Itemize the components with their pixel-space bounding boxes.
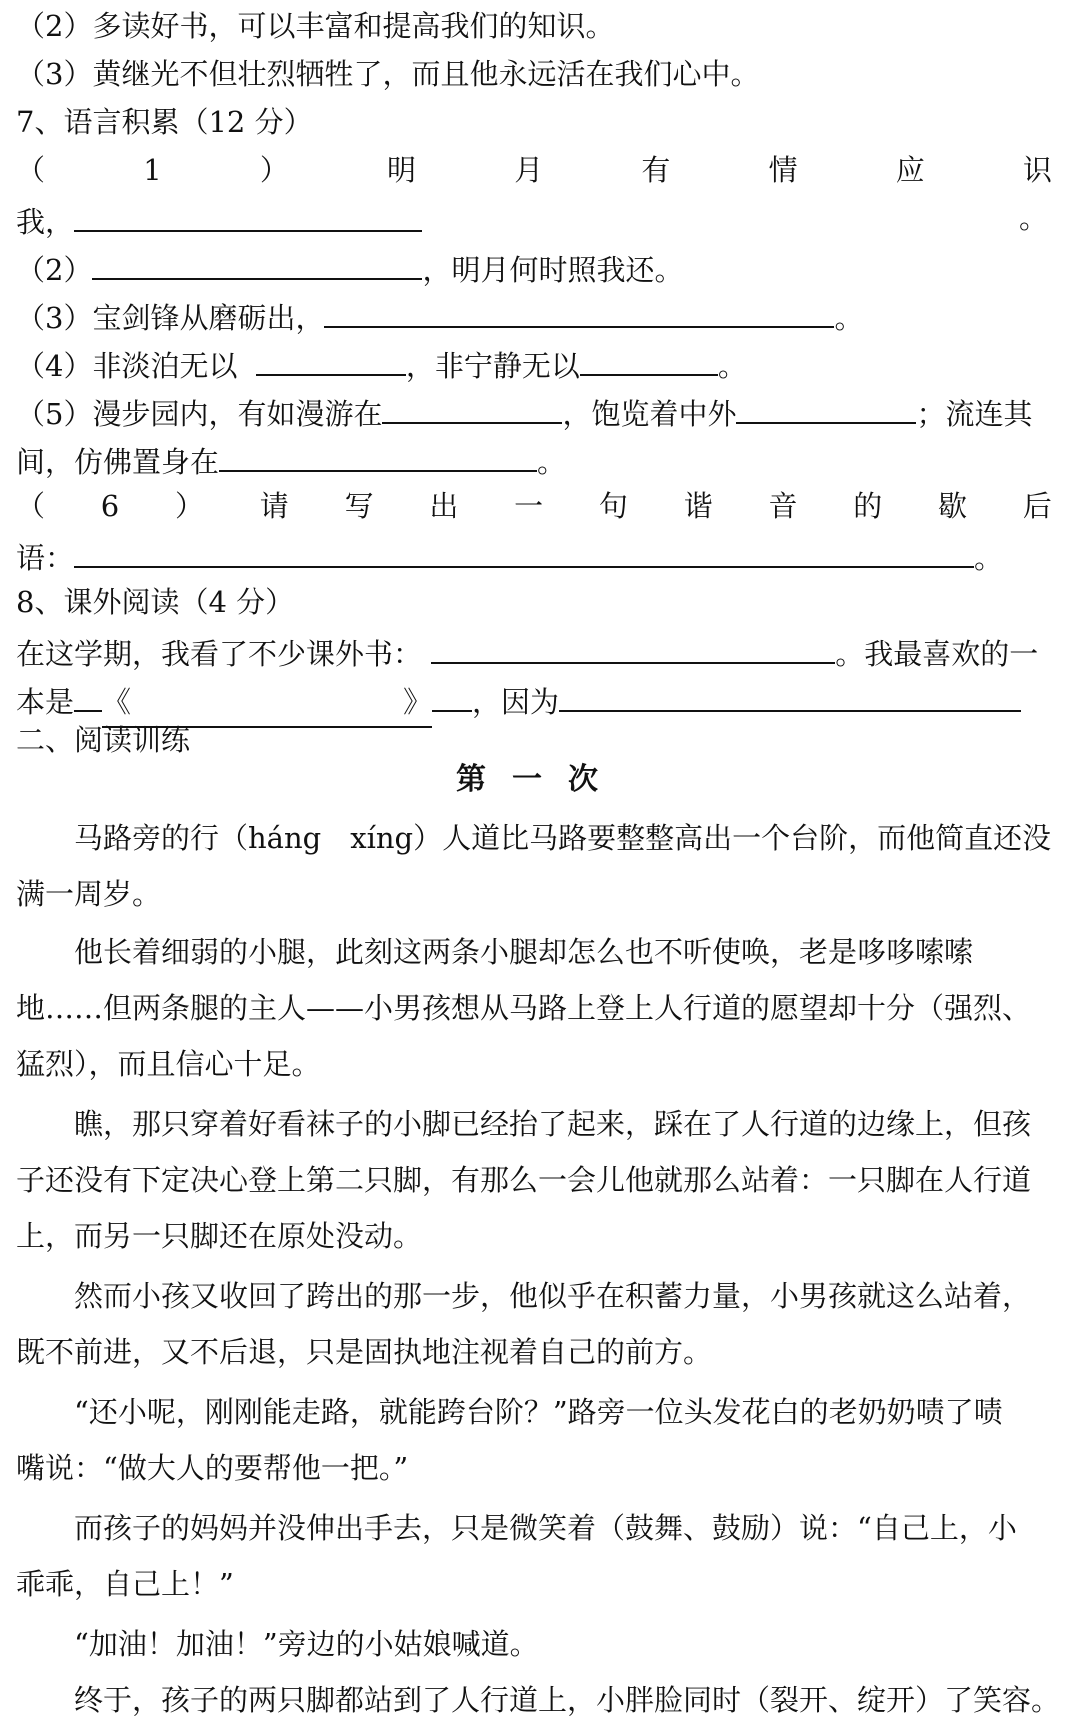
passage-line: “加油！加油！”旁边的小姑娘喊道。 <box>74 1627 539 1661</box>
favorite-blank-lead[interactable] <box>74 674 102 712</box>
q2-blank[interactable] <box>92 242 422 280</box>
q3-blank[interactable] <box>324 290 834 328</box>
q5-blank-2[interactable] <box>736 386 916 424</box>
passage-line: 猛烈），而且信心十足。 <box>16 1047 321 1081</box>
reading-suffix: 。我最喜欢的一 <box>835 637 1039 671</box>
passage-line: “还小呢，刚刚能走路，就能跨台阶？”路旁一位头发花白的老奶奶啧了啧 <box>74 1395 1003 1429</box>
passage-title: 第一次 <box>456 762 624 797</box>
q6-char: （ <box>16 489 46 523</box>
q6-char: 出 <box>429 489 459 523</box>
q5-suffix: ；流连其 <box>916 397 1033 431</box>
q4-prefix: （4）非淡泊无以 <box>16 349 238 383</box>
passage-line: 他长着细弱的小腿，此刻这两条小腿却怎么也不听使唤，老是哆哆嗦嗦 <box>74 935 974 969</box>
q1-end: 。 <box>1018 201 1048 235</box>
q5-cont-text: 间，仿佛置身在 <box>16 445 220 479</box>
q6-char: 写 <box>344 489 374 523</box>
q3-suffix: 。 <box>834 301 864 335</box>
q5-blank-1[interactable] <box>382 386 562 424</box>
passage-line: 而孩子的妈妈并没伸出手去，只是微笑着（鼓舞、鼓励）说：“自己上，小 <box>74 1511 1017 1545</box>
q6-continuation <box>16 530 1056 578</box>
q1-cont-text: 我， <box>16 205 75 239</box>
passage-line: 子还没有下定决心登上第二只脚，有那么一会儿他就那么站着：一只脚在人行道 <box>16 1163 1032 1197</box>
q6-spread-line <box>16 482 1056 530</box>
q1-char: 情 <box>768 153 798 187</box>
reading-line-1 <box>16 626 1056 674</box>
q6-char: 6 <box>100 489 120 523</box>
q4-suffix: 。 <box>717 349 747 383</box>
q4-middle: ，非宁静无以 <box>405 349 580 383</box>
q2-prefix: （2） <box>16 253 93 287</box>
q5-end: 。 <box>537 445 567 479</box>
section-2-heading: 二、阅读训练 <box>16 723 191 757</box>
q2-suffix: ，明月何时照我还。 <box>422 253 684 287</box>
q6-char: 谐 <box>683 489 713 523</box>
passage-line: 乖乖，自己上！” <box>16 1567 234 1601</box>
close-bracket: 》 <box>403 685 433 719</box>
answer-line-3: （3）黄继光不但壮烈牺牲了，而且他永远活在我们心中。 <box>16 57 760 91</box>
q6-blank[interactable] <box>74 530 974 568</box>
q1-spread-line <box>16 146 1056 194</box>
q3-prefix: （3）宝剑锋从磨砺出， <box>16 301 325 335</box>
passage-line: 终于，孩子的两只脚都站到了人行道上，小胖脸同时（裂开、绽开）了笑容。 <box>74 1683 1061 1717</box>
passage-line: 瞧，那只穿着好看袜子的小脚已经抬了起来，踩在了人行道的边缘上，但孩 <box>74 1107 1032 1141</box>
q1-char: 应 <box>895 153 925 187</box>
q6-char: 音 <box>768 489 798 523</box>
q2-line <box>16 242 1056 290</box>
q4-blank-1[interactable] <box>256 338 406 376</box>
q6-char: ） <box>175 489 205 523</box>
favorite-blank-tail[interactable] <box>432 674 472 712</box>
reading-line-2 <box>16 674 1056 722</box>
passage-line: 然而小孩又收回了跨出的那一步，他似乎在积蓄力量，小男孩就这么站着， <box>74 1279 1032 1313</box>
q1-char: 识 <box>1022 153 1052 187</box>
q1-char: 有 <box>641 153 671 187</box>
section-8-heading: 8、课外阅读（4 分） <box>16 585 295 619</box>
q3-line <box>16 290 1056 338</box>
q4-line <box>16 338 1056 386</box>
favorite-prefix: 本是 <box>16 685 75 719</box>
q6-char: 请 <box>259 489 289 523</box>
q1-char: 1 <box>143 153 162 187</box>
q1-char: （ <box>16 153 46 187</box>
answer-line-2: （2）多读好书，可以丰富和提高我们的知识。 <box>16 9 615 43</box>
q5-blank-3[interactable] <box>219 434 537 472</box>
passage-line: 满一周岁。 <box>16 877 162 911</box>
q6-char: 的 <box>853 489 883 523</box>
passage-line: 上，而另一只脚还在原处没动。 <box>16 1219 423 1253</box>
open-bracket: 《 <box>102 685 132 719</box>
passage-line: 地……但两条腿的主人——小男孩想从马路上登上人行道的愿望却十分（强烈、 <box>16 991 1032 1025</box>
q1-continuation <box>16 194 1056 242</box>
because-label: ，因为 <box>472 685 560 719</box>
reading-prefix: 在这学期，我看了不少课外书： <box>16 637 423 671</box>
section-7-heading: 7、语言积累（12 分） <box>16 105 313 139</box>
passage-line: 马路旁的行（háng xíng）人道比马路要整整高出一个台阶，而他简直还没 <box>74 821 1052 855</box>
q1-char: ） <box>259 153 289 187</box>
q5-middle: ，饱览着中外 <box>562 397 737 431</box>
q6-end: 。 <box>974 541 1004 575</box>
q5-continuation <box>16 434 1056 482</box>
passage-line: 嘴说：“做大人的要帮他一把。” <box>16 1451 409 1485</box>
q4-blank-2[interactable] <box>580 338 718 376</box>
books-blank[interactable] <box>431 626 835 664</box>
q1-char: 明 <box>387 153 417 187</box>
q5-line <box>16 386 1056 434</box>
q6-cont-text: 语： <box>16 541 75 575</box>
q6-char: 歇 <box>938 489 968 523</box>
reason-blank[interactable] <box>559 674 1021 712</box>
q6-char: 一 <box>514 489 544 523</box>
q6-char: 句 <box>598 489 628 523</box>
passage-line: 既不前进，又不后退，只是固执地注视着自己的前方。 <box>16 1335 713 1369</box>
q5-prefix: （5）漫步园内，有如漫游在 <box>16 397 383 431</box>
q1-blank[interactable] <box>74 194 422 232</box>
q6-char: 后 <box>1022 489 1052 523</box>
q1-char: 月 <box>514 153 544 187</box>
